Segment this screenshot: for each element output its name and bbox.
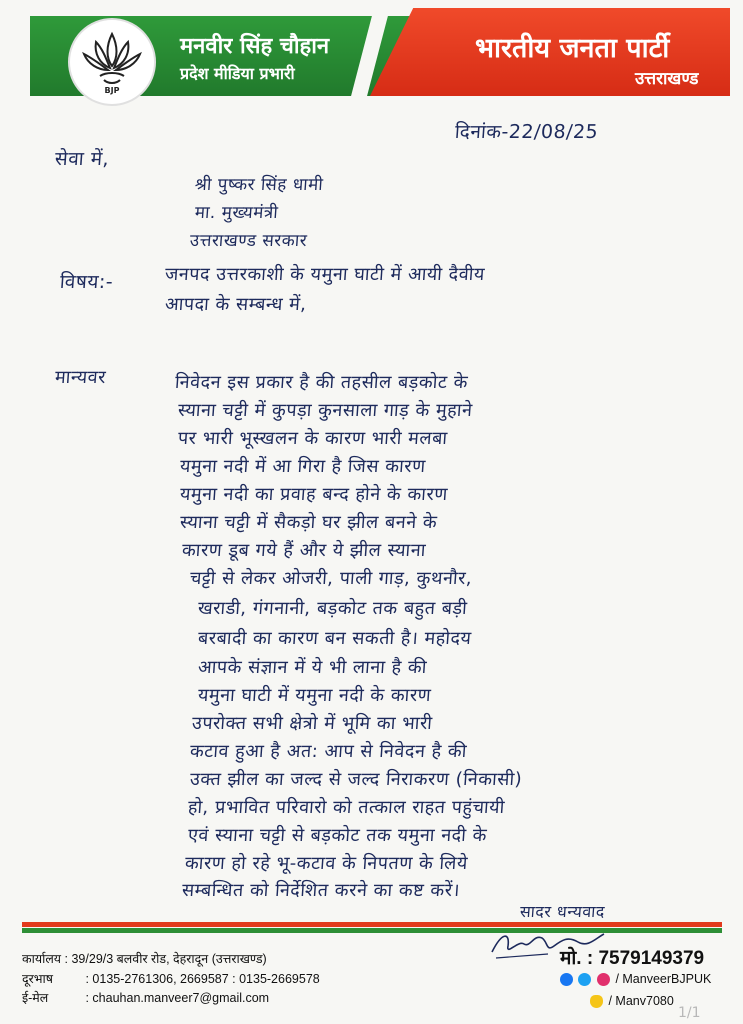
body-line: उक्त झील का जल्द से जल्द निराकरण (निकासी) [189, 769, 523, 790]
recipient-line: मा. मुख्यमंत्री [194, 203, 279, 223]
body-line: कटाव हुआ है अत: आप से निवेदन है की [189, 741, 468, 762]
body-line: सम्बन्धित को निर्देशित करने का कष्ट करें। [181, 880, 461, 901]
email-value: : chauhan.manveer7@gmail.com [85, 991, 270, 1005]
facebook-icon [560, 973, 573, 986]
footer-rule-green [22, 928, 722, 933]
office-label: कार्यालय : [22, 952, 68, 966]
recipient-line: श्री पुष्कर सिंह धामी [194, 175, 324, 195]
subject-label: विषय:- [59, 271, 114, 293]
body-line: खराडी, गंगनानी, बड़कोट तक बहुत बड़ी [197, 598, 469, 619]
koo-icon [590, 995, 603, 1008]
email-label: ई-मेल [22, 991, 49, 1005]
footer-rule-red [22, 922, 722, 927]
letterhead-banner [30, 8, 730, 100]
state-name: उत्तराखण्ड [635, 69, 699, 89]
logo-caption: BJP [104, 86, 120, 95]
salutation-to: सेवा में, [54, 148, 110, 170]
recipient-line: उत्तराखण्ड सरकार [189, 231, 308, 251]
instagram-icon [597, 973, 610, 986]
phone-label: दूरभाष [22, 972, 54, 986]
closing: सादर धन्यवाद [519, 902, 606, 921]
body-line: बरबादी का कारण बन सकती है। महोदय [197, 628, 473, 649]
mobile-number: मो. : 7579149379 [560, 948, 705, 969]
body-line: यमुना नदी में आ गिरा है जिस कारण [179, 456, 427, 477]
phone-row [22, 970, 320, 987]
social-row [560, 972, 711, 986]
person-role: प्रदेश मीडिया प्रभारी [180, 64, 295, 83]
body-line: पर भारी भूस्खलन के कारण भारी मलबा [177, 428, 449, 449]
page-number: 1/1 [678, 1005, 701, 1021]
bjp-lotus-logo [68, 18, 156, 106]
body-line: कारण हो रहे भू-कटाव के निपतण के लिये [184, 853, 469, 874]
body-line: हो, प्रभावित परिवारो को तत्काल राहत पहुंचायी [187, 797, 506, 818]
phone-value: : 0135-2761306, 2669587 : 0135-2669578 [85, 972, 320, 986]
office-value: 39/29/3 बलवीर रोड, देहरादून (उत्तराखण्ड) [71, 952, 267, 966]
koo-handle: / Manv7080 [608, 994, 674, 1008]
party-name: भारतीय जनता पार्टी [475, 33, 670, 64]
body-line: स्याना चट्टी में कुपड़ा कुनसाला गाड़ के मुहाने [177, 400, 474, 421]
greeting: मान्यवर [54, 367, 107, 388]
office-address [22, 950, 267, 967]
subject-line: आपदा के सम्बन्ध में, [164, 294, 308, 315]
email-row [22, 989, 269, 1006]
twitter-icon [578, 973, 591, 986]
person-name: मनवीर सिंह चौहान [180, 34, 330, 59]
body-line: चट्टी से लेकर ओजरी, पाली गाड़, कुथनौर, [189, 568, 473, 589]
body-line: उपरोक्त सभी क्षेत्रो में भूमि का भारी [191, 713, 434, 734]
body-line: यमुना नदी का प्रवाह बन्द होने के कारण [179, 484, 449, 505]
social-handle: / ManveerBJPUK [615, 972, 712, 986]
body-line: एवं स्याना चट्टी से बड़कोट तक यमुना नदी के [187, 825, 488, 846]
body-line: स्याना चट्टी में सैकड़ो घर झील बनने के [179, 512, 439, 533]
body-line: कारण डूब गये हैं और ये झील स्याना [181, 540, 427, 561]
koo-row [590, 994, 674, 1008]
letter-date: दिनांक-22/08/25 [454, 121, 599, 143]
body-line: निवेदन इस प्रकार है की तहसील बड़कोट के [174, 372, 469, 393]
subject-line: जनपद उत्तरकाशी के यमुना घाटी में आयी दैवीय [164, 264, 486, 285]
body-line: यमुना घाटी में यमुना नदी के कारण [197, 685, 432, 706]
body-line: आपके संज्ञान में ये भी लाना है की [197, 657, 428, 678]
